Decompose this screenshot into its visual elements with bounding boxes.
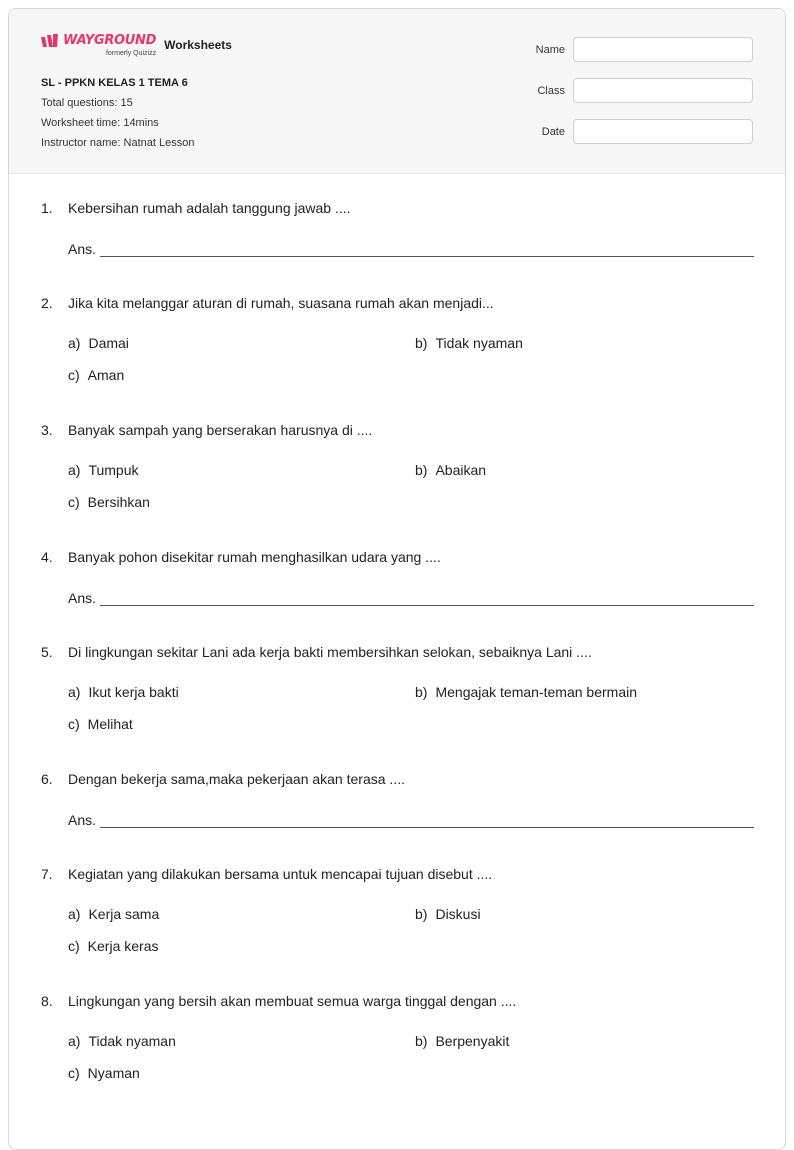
option-b[interactable] (415, 461, 754, 479)
question-text: Banyak pohon disekitar rumah menghasilkan udara yang .... (68, 549, 441, 565)
question-8 (41, 992, 754, 1082)
option-text: Mengajak teman-teman bermain (435, 684, 637, 700)
answer-label: Ans. (68, 241, 97, 257)
class-field[interactable] (573, 78, 753, 103)
option-text: Nyaman (87, 1065, 140, 1081)
product-name: Worksheets (164, 38, 232, 52)
option-letter: c) (68, 494, 80, 510)
question-6 (41, 770, 754, 828)
question-text: Kebersihan rumah adalah tanggung jawab .... (68, 200, 351, 216)
option-text: Abaikan (435, 462, 487, 478)
brand-logo-row (41, 33, 232, 57)
option-letter: a) (68, 1033, 81, 1049)
question-2 (41, 294, 754, 384)
logo-text: WAYGROUND (63, 33, 157, 48)
question-number: 7. (41, 866, 53, 882)
answer-row (68, 239, 754, 257)
option-text: Tumpuk (88, 462, 139, 478)
answer-row (68, 810, 754, 828)
option-c[interactable] (68, 937, 415, 955)
student-fields (509, 37, 753, 160)
name-field-row (509, 37, 753, 62)
option-letter: a) (68, 906, 81, 922)
option-text: Bersihkan (87, 494, 150, 510)
question-5 (41, 643, 754, 733)
brand-logo (41, 33, 156, 57)
option-letter: a) (68, 335, 81, 351)
option-a[interactable] (68, 905, 415, 923)
answer-line[interactable] (100, 815, 754, 828)
options (68, 334, 754, 384)
answer-row (68, 588, 754, 606)
options (68, 461, 754, 511)
answer-line[interactable] (100, 593, 754, 606)
option-letter: c) (68, 1065, 80, 1081)
option-letter: b) (415, 1033, 428, 1049)
logo-subtitle: formerly Quizizz (105, 50, 157, 57)
date-field-row (509, 119, 753, 144)
option-b[interactable] (415, 334, 754, 352)
option-a[interactable] (68, 1032, 415, 1050)
option-text: Tidak nyaman (88, 1033, 176, 1049)
option-letter: c) (68, 716, 80, 732)
option-text: Ikut kerja bakti (88, 684, 179, 700)
question-number: 1. (41, 200, 53, 216)
options (68, 1032, 754, 1082)
options (68, 905, 754, 955)
class-field-row (509, 78, 753, 103)
option-text: Melihat (87, 716, 133, 732)
options (68, 683, 754, 733)
option-c[interactable] (68, 715, 415, 733)
question-number: 5. (41, 644, 53, 660)
total-questions: Total questions: 15 (41, 97, 133, 109)
question-text: Di lingkungan sekitar Lani ada kerja bakti membersihkan selokan, sebaiknya Lani .... (68, 644, 592, 660)
question-text: Lingkungan yang bersih akan membuat semua warga tinggal dengan .... (68, 993, 517, 1009)
question-3 (41, 421, 754, 511)
wayground-mark-icon (41, 34, 61, 48)
question-number: 2. (41, 295, 53, 311)
option-a[interactable] (68, 461, 415, 479)
question-4 (41, 548, 754, 606)
answer-line[interactable] (100, 244, 754, 257)
option-text: Kerja sama (88, 906, 160, 922)
question-text: Kegiatan yang dilakukan bersama untuk mencapai tujuan disebut .... (68, 866, 493, 882)
question-text: Banyak sampah yang berserakan harusnya di .... (68, 422, 373, 438)
name-label: Name (535, 43, 565, 56)
question-number: 6. (41, 771, 53, 787)
instructor-name: Instructor name: Natnat Lesson (41, 137, 195, 149)
worksheet-page (8, 8, 786, 1150)
worksheet-meta (41, 73, 194, 153)
option-a[interactable] (68, 683, 415, 701)
option-b[interactable] (415, 683, 754, 701)
question-number: 3. (41, 422, 53, 438)
worksheet-header (9, 9, 785, 174)
date-label: Date (541, 125, 565, 138)
question-text: Jika kita melanggar aturan di rumah, suasana rumah akan menjadi... (68, 295, 494, 311)
question-list (41, 199, 754, 1082)
date-field[interactable] (573, 119, 753, 144)
question-text: Dengan bekerja sama,maka pekerjaan akan terasa .... (68, 771, 405, 787)
name-field[interactable] (573, 37, 753, 62)
worksheet-time: Worksheet time: 14mins (41, 117, 159, 129)
option-text: Aman (87, 367, 125, 383)
question-7 (41, 865, 754, 955)
option-c[interactable] (68, 493, 415, 511)
question-1 (41, 199, 754, 257)
option-letter: a) (68, 684, 81, 700)
option-text: Diskusi (435, 906, 481, 922)
answer-label: Ans. (68, 812, 97, 828)
option-letter: b) (415, 335, 428, 351)
option-text: Kerja keras (87, 938, 159, 954)
worksheet-title: SL - PPKN KELAS 1 TEMA 6 (41, 77, 188, 89)
option-letter: c) (68, 367, 80, 383)
question-number: 4. (41, 549, 53, 565)
option-text: Damai (88, 335, 129, 351)
option-letter: b) (415, 906, 428, 922)
option-b[interactable] (415, 905, 754, 923)
option-letter: b) (415, 684, 428, 700)
option-text: Tidak nyaman (435, 335, 523, 351)
option-letter: c) (68, 938, 80, 954)
option-letter: b) (415, 462, 428, 478)
option-b[interactable] (415, 1032, 754, 1050)
option-c[interactable] (68, 1064, 415, 1082)
question-number: 8. (41, 993, 53, 1009)
class-label: Class (537, 84, 565, 97)
option-text: Berpenyakit (435, 1033, 510, 1049)
answer-label: Ans. (68, 590, 97, 606)
option-c[interactable] (68, 366, 415, 384)
option-a[interactable] (68, 334, 415, 352)
option-letter: a) (68, 462, 81, 478)
